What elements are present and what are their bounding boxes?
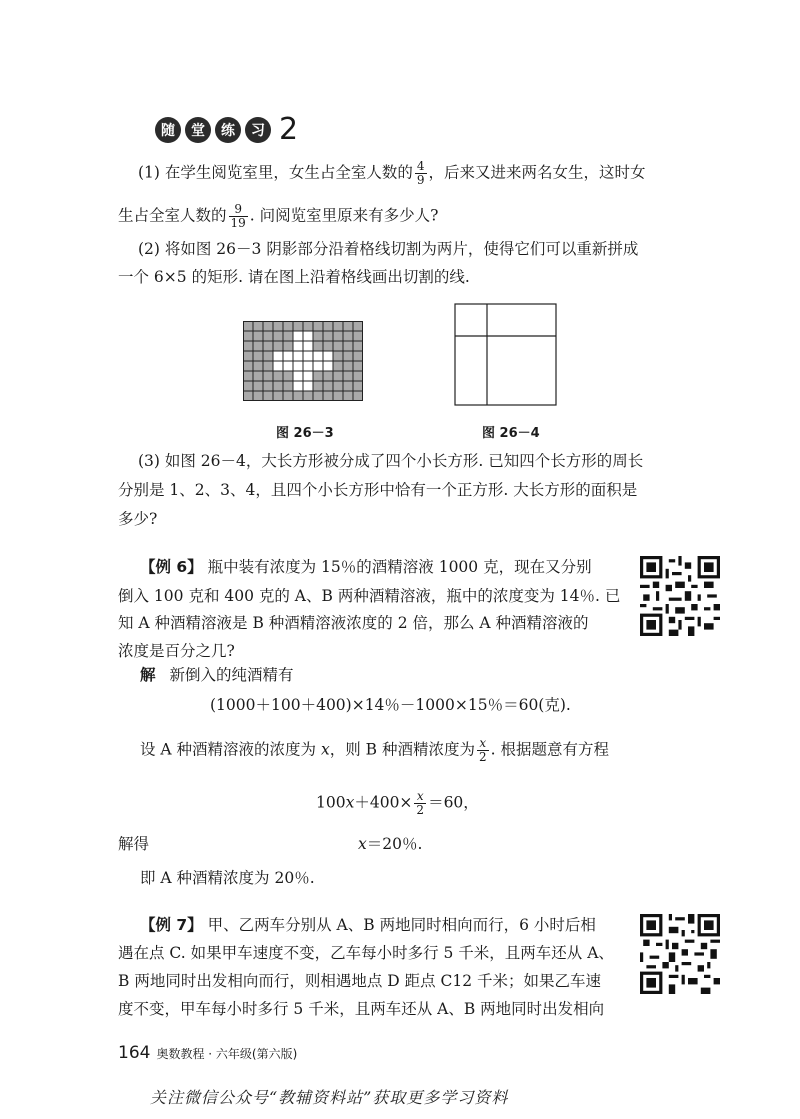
equation-2 xyxy=(316,790,479,817)
fraction-9-19 xyxy=(229,203,248,230)
equation-1: (1000＋100＋400)×14％－1000×15％＝60(克). xyxy=(210,696,571,714)
problem-2-line-2: 一个 6×5 的矩形. 请在图上沿着格线画出切割的线. xyxy=(118,268,470,286)
outer-rectangle xyxy=(455,304,556,405)
fraction-x-2 xyxy=(477,737,489,764)
fraction-numerator: x xyxy=(414,790,426,804)
qr-code-example-6[interactable] xyxy=(640,556,720,636)
fraction-denominator: 9 xyxy=(416,173,425,187)
solve-label: 解得 xyxy=(118,835,150,853)
example-7-label: 【例 7】 xyxy=(140,916,203,934)
heading-char-2: 堂 xyxy=(185,117,211,143)
problem-3-line-3: 多少? xyxy=(118,510,158,528)
figure-26-4-rectangle xyxy=(454,303,558,407)
solution-text: 新倒入的纯酒精有 xyxy=(169,666,294,684)
eq2-variable: x xyxy=(345,793,355,812)
problem-1-text-c: 生占全室人数的 xyxy=(118,206,227,225)
eq2-coef: 100 xyxy=(316,793,346,812)
page-footer xyxy=(118,1043,297,1063)
heading-number: 2 xyxy=(279,112,299,147)
problem-1-text-b: ，后来又进来两名女生，这时女 xyxy=(428,163,646,182)
fraction-numerator: x xyxy=(477,737,489,751)
example-6-line-1 xyxy=(140,556,592,578)
example-7-line-1 xyxy=(140,914,596,936)
conclusion: 即 A 种酒精浓度为 20％. xyxy=(140,869,315,887)
qr-code-example-7[interactable] xyxy=(640,914,720,994)
problem-1-text-d: . 问阅览室里原来有多少人? xyxy=(249,206,439,225)
example-7-line-4: 度不变，甲车每小时多行 5 千米，且两车还从 A、B 两地同时出发相向 xyxy=(118,1000,605,1018)
fraction-denominator: 19 xyxy=(230,216,246,230)
solution-label: 解 xyxy=(140,666,156,684)
fraction-numerator: 9 xyxy=(229,203,248,217)
example-6-label: 【例 6】 xyxy=(140,558,203,576)
problem-1-text-a: (1) 在学生阅览室里，女生占全室人数的 xyxy=(138,163,413,182)
fraction-x-2-eq xyxy=(414,790,426,817)
fraction-denominator: 2 xyxy=(416,803,425,817)
eq2-end: ＝60， xyxy=(428,793,479,812)
setup-line xyxy=(140,737,609,764)
setup-text-b: ，则 B 种酒精浓度为 xyxy=(329,740,475,759)
result-variable: x xyxy=(358,835,367,853)
heading-char-4: 习 xyxy=(245,117,271,143)
heading-char-1: 随 xyxy=(155,117,181,143)
book-title: 奥数教程 · 六年级(第六版) xyxy=(156,1047,298,1061)
page-number: 164 xyxy=(118,1043,151,1063)
heading-char-3: 练 xyxy=(215,117,241,143)
problem-1-line-2 xyxy=(118,203,438,230)
problem-3-line-2: 分别是 1、2、3、4，且四个小长方形中恰有一个正方形. 大长方形的面积是 xyxy=(118,481,638,499)
eq2-middle: ＋400× xyxy=(354,793,413,812)
figure-26-3-caption: 图 26－3 xyxy=(276,426,334,441)
figure-26-3-grid xyxy=(243,321,363,401)
example-7-line-3: B 两地同时出发相向而行，则相遇地点 D 距点 C12 千米；如果乙车速 xyxy=(118,972,602,990)
problem-2-line-1: (2) 将如图 26－3 阴影部分沿着格线切割为两片，使得它们可以重新拼成 xyxy=(138,240,639,258)
solution-intro xyxy=(140,664,294,686)
solve-result xyxy=(358,833,422,855)
example-6-line-3: 知 A 种酒精溶液是 B 种酒精溶液浓度的 2 倍，那么 A 种酒精溶液的 xyxy=(118,614,589,632)
result-value: ＝20％. xyxy=(366,835,423,853)
fraction-numerator: 4 xyxy=(416,159,425,173)
section-heading xyxy=(155,112,298,148)
example-7-text-1: 甲、乙两车分别从 A、B 两地同时相向而行，6 小时后相 xyxy=(207,916,596,934)
setup-text-c: . 根据题意有方程 xyxy=(490,740,609,759)
setup-text-a: 设 A 种酒精溶液的浓度为 xyxy=(140,740,321,759)
example-6-line-4: 浓度是百分之几? xyxy=(118,642,235,660)
fraction-denominator: 2 xyxy=(478,750,487,764)
example-7-line-2: 遇在点 C. 如果甲车速度不变，乙车每小时多行 5 千米，且两车还从 A、 xyxy=(118,944,614,962)
watermark-text: 关注微信公众号“教辅资料站”获取更多学习资料 xyxy=(150,1088,509,1107)
fraction-4-9 xyxy=(415,160,427,187)
example-6-line-2: 倒入 100 克和 400 克的 A、B 两种酒精溶液，瓶中的浓度变为 14％. 已 xyxy=(118,587,621,605)
variable-x: x xyxy=(320,740,330,759)
problem-1-line-1 xyxy=(138,160,646,187)
figure-26-4-caption: 图 26－4 xyxy=(482,426,540,441)
problem-3-line-1: (3) 如图 26－4，大长方形被分成了四个小长方形. 已知四个长方形的周长 xyxy=(138,452,644,470)
example-6-text-1: 瓶中装有浓度为 15％的酒精溶液 1000 克，现在又分别 xyxy=(207,558,592,576)
